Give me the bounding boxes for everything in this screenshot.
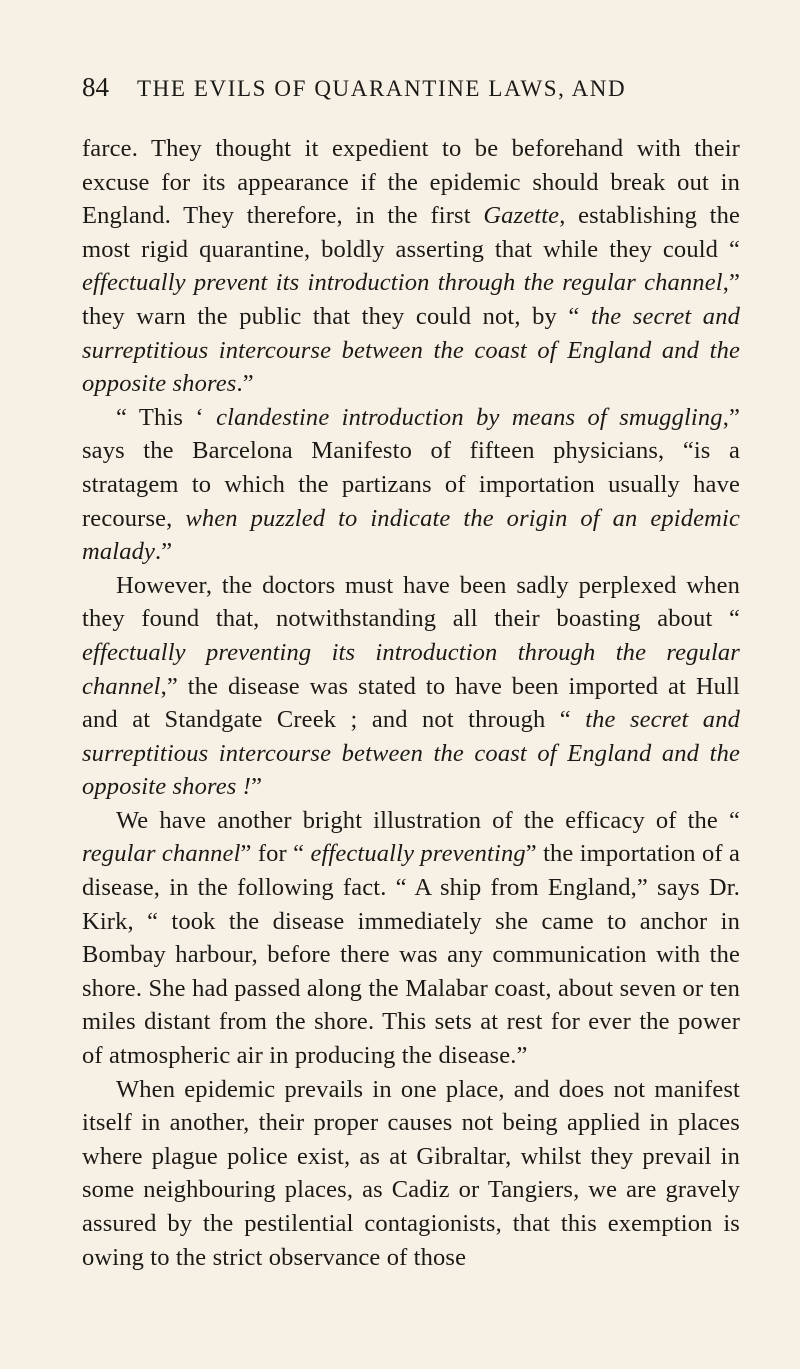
body-text — [82, 132, 740, 1274]
italic-text: the secret and surreptitious intercourse between the coast of England and the opposite shores ! — [82, 706, 740, 801]
italic-text: clandestine introduction by means of smuggling — [216, 403, 723, 431]
text-run: ” the importation of a disease, in the following fact. “ A ship from England,” says Dr. Kirk, “ took the disease immediately she came to anchor in Bombay harbour, before there was any communication with the shore. She had passed along the Malabar coast, about seven or ten miles distant from the shore. This sets at rest for ever the power of atmospheric air in producing the disease.” — [82, 840, 740, 1070]
italic-text: effectually prevent its introduction through the regular channel — [82, 269, 723, 297]
page-header — [82, 72, 740, 112]
paragraph — [82, 1073, 740, 1275]
italic-text: the secret and surreptitious intercourse between the coast of England and the opposite shores — [82, 302, 740, 398]
text-run: ” — [251, 773, 263, 801]
text-run: , establishing the most rigid quarantine, boldly asserting that while they could “ — [82, 202, 740, 263]
paragraph — [82, 132, 740, 401]
italic-text: Gazette — [483, 202, 560, 230]
text-run: .” — [155, 538, 173, 566]
italic-text: when puzzled to indicate the origin of an epidemic malady — [82, 504, 740, 566]
text-run: We have another bright illustration of the efficacy of the “ — [116, 806, 740, 834]
text-run: However, the doctors must have been sadly perplexed when they found that, notwithstanding all their boasting about “ — [82, 571, 740, 633]
text-run: “ This ‘ — [116, 403, 217, 431]
text-run: farce. They thought it expedient to be beforehand with their excuse for its appearance if the epidemic should break out in England. They therefore, in the first — [82, 135, 740, 230]
text-run: ,” says the Barcelona Manifesto of fifteen physicians, “is a stratagem to which the partizans of importation usually have recourse, — [82, 403, 740, 532]
text-run: .” — [236, 370, 254, 398]
paragraph — [82, 401, 740, 569]
italic-text: effectually preventing its introduction through the regular channel — [82, 638, 740, 700]
paragraph — [82, 569, 740, 804]
text-run: ,” the disease was stated to have been imported at Hull and at Standgate Creek ; and not through “ — [82, 672, 740, 734]
running-head: THE EVILS OF QUARANTINE LAWS, AND — [137, 76, 627, 101]
text-run: ,” they warn the public that they could not, by “ — [82, 269, 740, 330]
italic-text: regular channel — [82, 840, 241, 868]
paragraph — [82, 804, 740, 1073]
page-number: 84 — [82, 72, 109, 102]
text-run: ” for “ — [240, 840, 311, 868]
text-run: When epidemic prevails in one place, and does not manifest itself in another, their proper causes not being applied in places where plague police exist, as at Gibraltar, whilst they prevail in some neighbouring places, as Cadiz or Tangiers, we are gravely assured by the pestilential contagionists, that this exemption is owing to the strict observance of those — [82, 1075, 740, 1271]
italic-text: effectually preventing — [310, 840, 526, 868]
